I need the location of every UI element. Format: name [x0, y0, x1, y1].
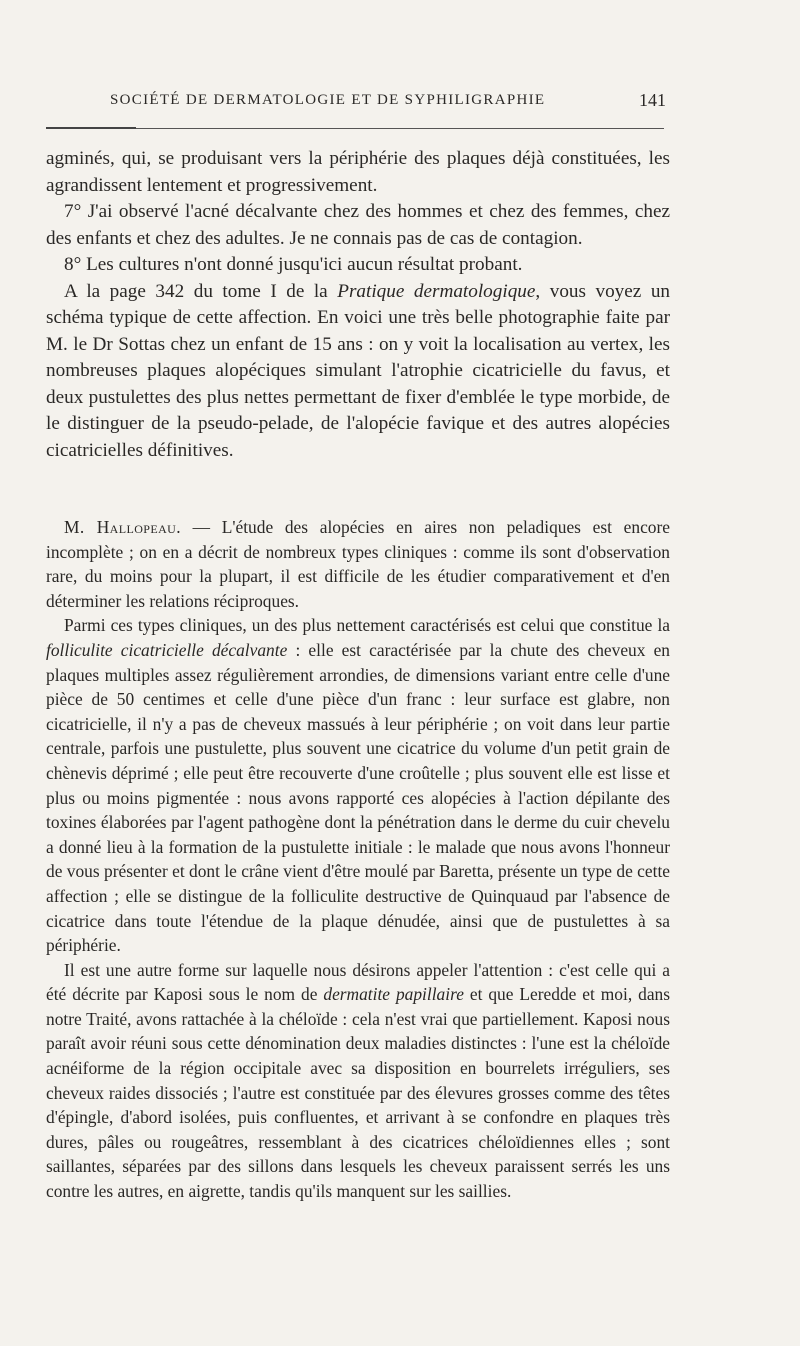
page-number: 141: [639, 90, 666, 110]
section-hallopeau: [46, 515, 670, 1204]
p4-text-before: A la page 342 du tome I de la: [64, 280, 338, 302]
paragraph-point-8: 8° Les cultures n'ont donné jusqu'ici aucun résultat probant.: [64, 254, 523, 275]
dermatite-italic: dermatite papillaire: [323, 984, 464, 1005]
p2-text-before: Parmi ces types cliniques, un des plus nettement caractérisés est celui que constitue la: [64, 615, 670, 636]
section-continuation: [46, 146, 670, 464]
running-title: SOCIÉTÉ DE DERMATOLOGIE ET DE SYPHILIGRAPHIE: [110, 92, 546, 108]
p2-text-after: : elle est caractérisée par la chute des cheveux en plaques multiples assez régulièrement arrondies, de dimensions variant entre celle d'une pièce de 50 centimes et celle d'une pièce d'un franc : leur surface est glabre, non cicatricielle, il n'y a pas de cheveux massués à leur périphérie ; on voit dans leur partie centrale, parfois une pustulette, plus souvent une cicatrice du volume d'un petit grain de chènevis déprimé ; elle peut être recouverte d'une croûtelle ; plus souvent elle est lisse et plus ou moins pigmentée : nous avons rapporté ces alopécies à l'action dépilante des toxines élaborées par l'agent pathogène dont la pénétration dans le derme du cuir chevelu a donné lieu à la formation de la pustulette initiale : le malade que nous avons l'honneur de vous présenter et dont le crâne vient d'être moulé par Baretta, présente un type de cette affection ; elle se distingue de la folliculite destructive de Quinquaud par l'absence de cicatrice dans toute l'étendue de la plaque dénudée, ainsi que de pustulettes à sa périphérie.: [46, 639, 670, 956]
paragraph-folliculite: [46, 613, 670, 957]
paragraph-continued: agminés, qui, se produisant vers la périphérie des plaques déjà constituées, les agrandissent lentement et progressivement.: [46, 148, 670, 196]
intro-text: — L'étude des alopécies en aires non peladiques est encore incomplète ; on en a décrit de nombreux types cliniques : comme ils sont d'observation rare, du moins pour la plupart, il est difficile de les étudier comparativement et d'en déterminer les relations réciproques.: [46, 517, 671, 611]
disease-name-italic: folliculite cicatricielle décalvante: [46, 639, 288, 660]
header-rule-accent: [46, 127, 136, 129]
speaker-name: M. Hallopeau.: [64, 517, 181, 537]
paragraph-pratique: [46, 279, 670, 465]
paragraph-kaposi: [46, 958, 670, 1204]
p4-text-after: , vous voyez un schéma typique de cette affection. En voici une très belle photographie faite par M. le Dr Sottas chez un enfant de 15 ans : on y voit la localisation au vertex, les nombreuses plaques alopéciques simulant l'atrophie cicatricielle du favus, et deux pustulettes des plus nettes permettant de fixer d'emblée le type morbide, de le distinguer de la pseudo-pelade, de l'alopécie favique et des autres alopécies cicatricielles définitives.: [46, 280, 671, 461]
p3-text-after: et que Leredde et moi, dans notre Traité, avons rattachée à la chéloïde : cela n'est vrai que partiellement. Kaposi nous paraît avoir réuni sous cette dénomination deux maladies distinctes : l'une est la chéloïde acnéiforme de la région occipitale avec sa disposition en bourrelets irréguliers, ses cheveux raides dissociés ; l'autre est constituée par des élevures grosses comme des têtes d'épingle, d'abord isolées, puis confluentes, et arrivant à se confondre en plaques très dures, pâles ou rougeâtres, ressemblant à des cicatrices chéloïdiennes elles ; sont saillantes, séparées par des sillons dans lesquels les cheveux paraissent serrés les uns contre les autres, en aigrette, tandis qu'ils manquent sur les saillies.: [46, 984, 671, 1202]
running-head: [110, 92, 670, 116]
p3-text-before: Il est une autre forme sur laquelle nous désirons appeler l'attention : c'est celle qui a été décrite par Kaposi sous le nom de: [46, 959, 670, 1005]
paragraph-point-7: 7° J'ai observé l'acné décalvante chez des hommes et chez des femmes, chez des enfants et chez des adultes. Je ne connais pas de cas de contagion.: [46, 201, 670, 249]
book-title-italic: Pratique dermatologique: [337, 280, 536, 302]
paragraph-hallopeau-intro: [46, 515, 670, 613]
header-rule: [46, 128, 664, 129]
